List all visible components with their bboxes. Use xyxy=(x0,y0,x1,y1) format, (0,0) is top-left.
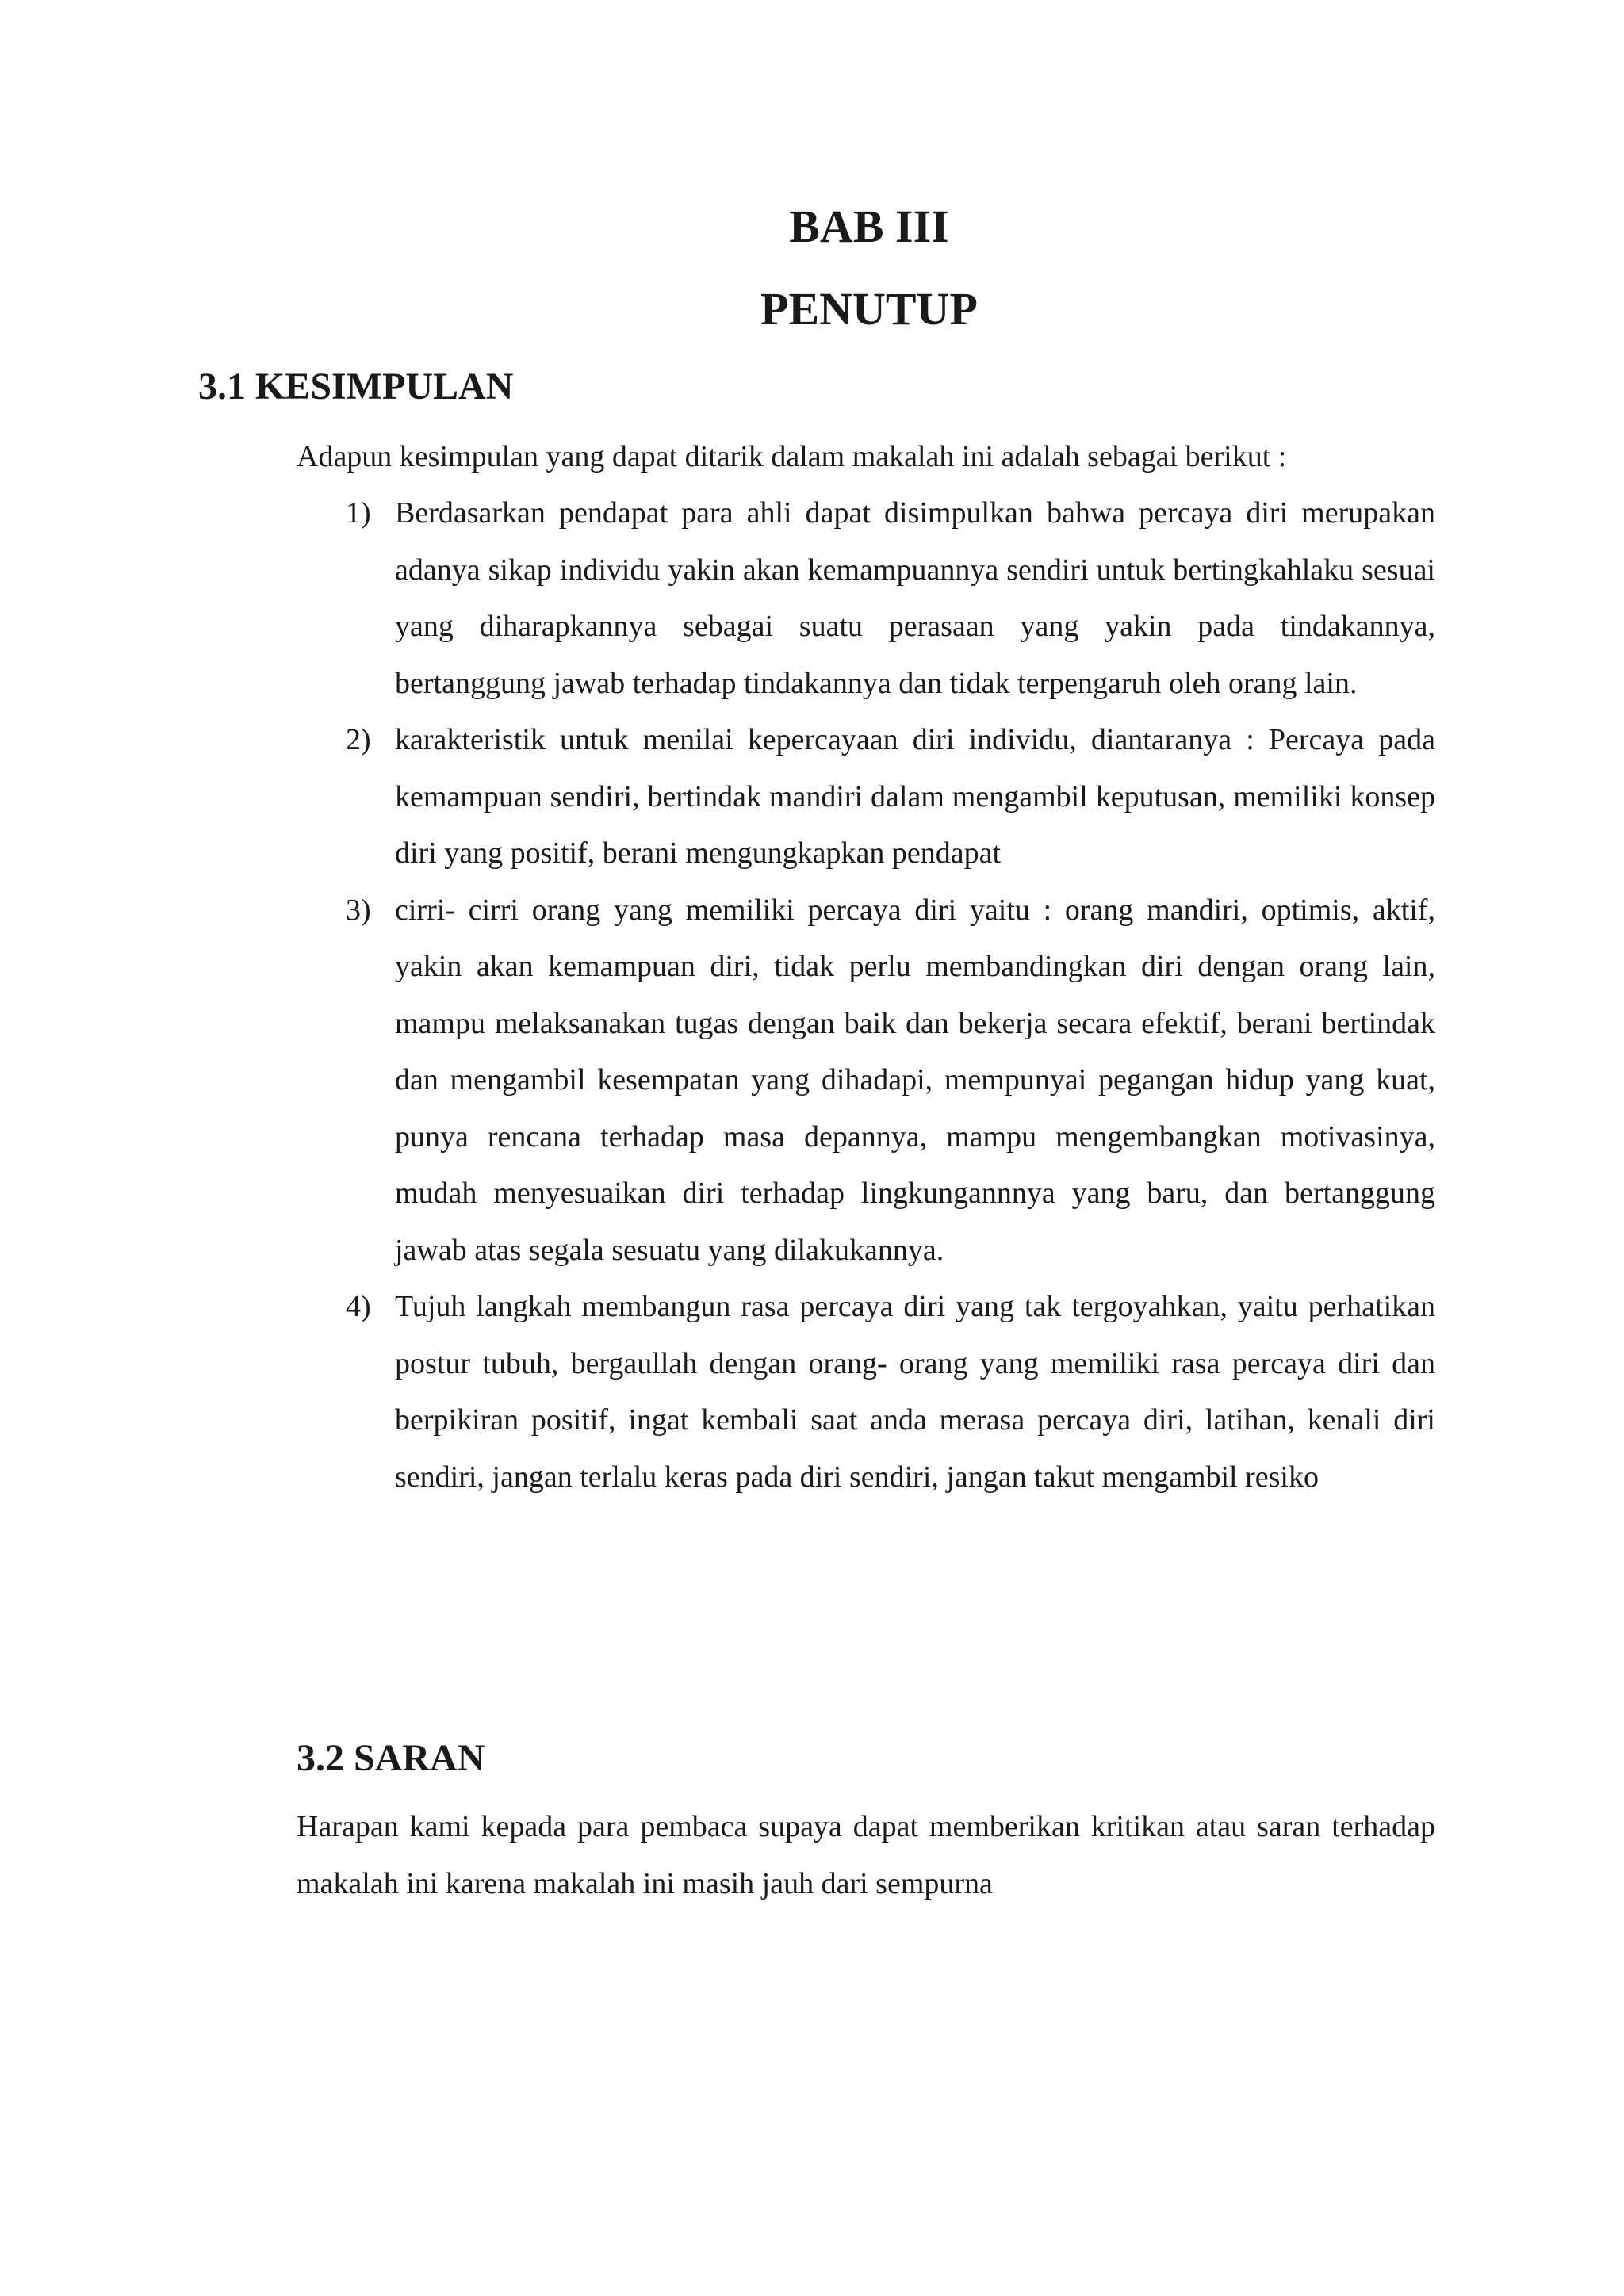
list-item-number: 2) xyxy=(346,723,371,756)
section-heading-saran: 3.2 SARAN xyxy=(297,1737,485,1779)
list-item-number: 1) xyxy=(346,496,371,530)
list-item xyxy=(297,882,1435,1280)
list-item-text: cirri- cirri orang yang memiliki percaya diri yaitu : orang mandiri, optimis, aktif, yakin akan kemampuan diri, tidak perlu membandingkan diri dengan orang lain, mampu melaksanakan tugas dengan baik dan bekerja secara efektif, berani bertindak dan mengambil kesempatan yang dihadapi, mempunyai pegangan hidup yang kuat, punya rencana terhadap masa depannya, mampu mengembangkan motivasinya, mudah menyesuaikan diri terhadap lingkungannnya yang baru, dan bertanggung jawab atas segala sesuatu yang dilakukannya. xyxy=(395,893,1435,1267)
list-item-number: 4) xyxy=(346,1290,371,1323)
list-item-text: Tujuh langkah membangun rasa percaya diri yang tak tergoyahkan, yaitu perhatikan postur tubuh, bergaullah dengan orang- orang yang memiliki rasa percaya diri dan berpikiran positif, ingat kembali saat anda merasa percaya diri, latihan, kenali diri sendiri, jangan terlalu keras pada diri sendiri, jangan takut mengambil resiko xyxy=(395,1290,1435,1494)
chapter-title: PENUTUP xyxy=(760,283,978,335)
kesimpulan-list xyxy=(297,485,1435,1506)
saran-paragraph: Harapan kami kepada para pembaca supaya dapat memberikan kritikan atau saran terhadap makalah ini karena makalah ini masih jauh dari sempurna xyxy=(297,1810,1435,1900)
kesimpulan-intro: Adapun kesimpulan yang dapat ditarik dalam makalah ini adalah sebagai berikut : xyxy=(297,440,1287,473)
section-heading-kesimpulan: 3.1 KESIMPULAN xyxy=(198,365,514,408)
list-item xyxy=(297,712,1435,882)
list-item-number: 3) xyxy=(346,893,371,927)
list-item xyxy=(297,485,1435,712)
list-item-text: Berdasarkan pendapat para ahli dapat disimpulkan bahwa percaya diri merupakan adanya sikap individu yakin akan kemampuannya sendiri untuk bertingkahlaku sesuai yang diharapkannya sebagai suatu perasaan yang yakin pada tindakannya, bertanggung jawab terhadap tindakannya dan tidak terpengaruh oleh orang lain. xyxy=(395,496,1435,700)
list-item-text: karakteristik untuk menilai kepercayaan diri individu, diantaranya : Percaya pada kemampuan sendiri, bertindak mandiri dalam mengambil keputusan, memiliki konsep diri yang positif, berani mengungkapkan pendapat xyxy=(395,723,1435,870)
chapter-number: BAB III xyxy=(789,201,949,252)
list-item xyxy=(297,1279,1435,1506)
